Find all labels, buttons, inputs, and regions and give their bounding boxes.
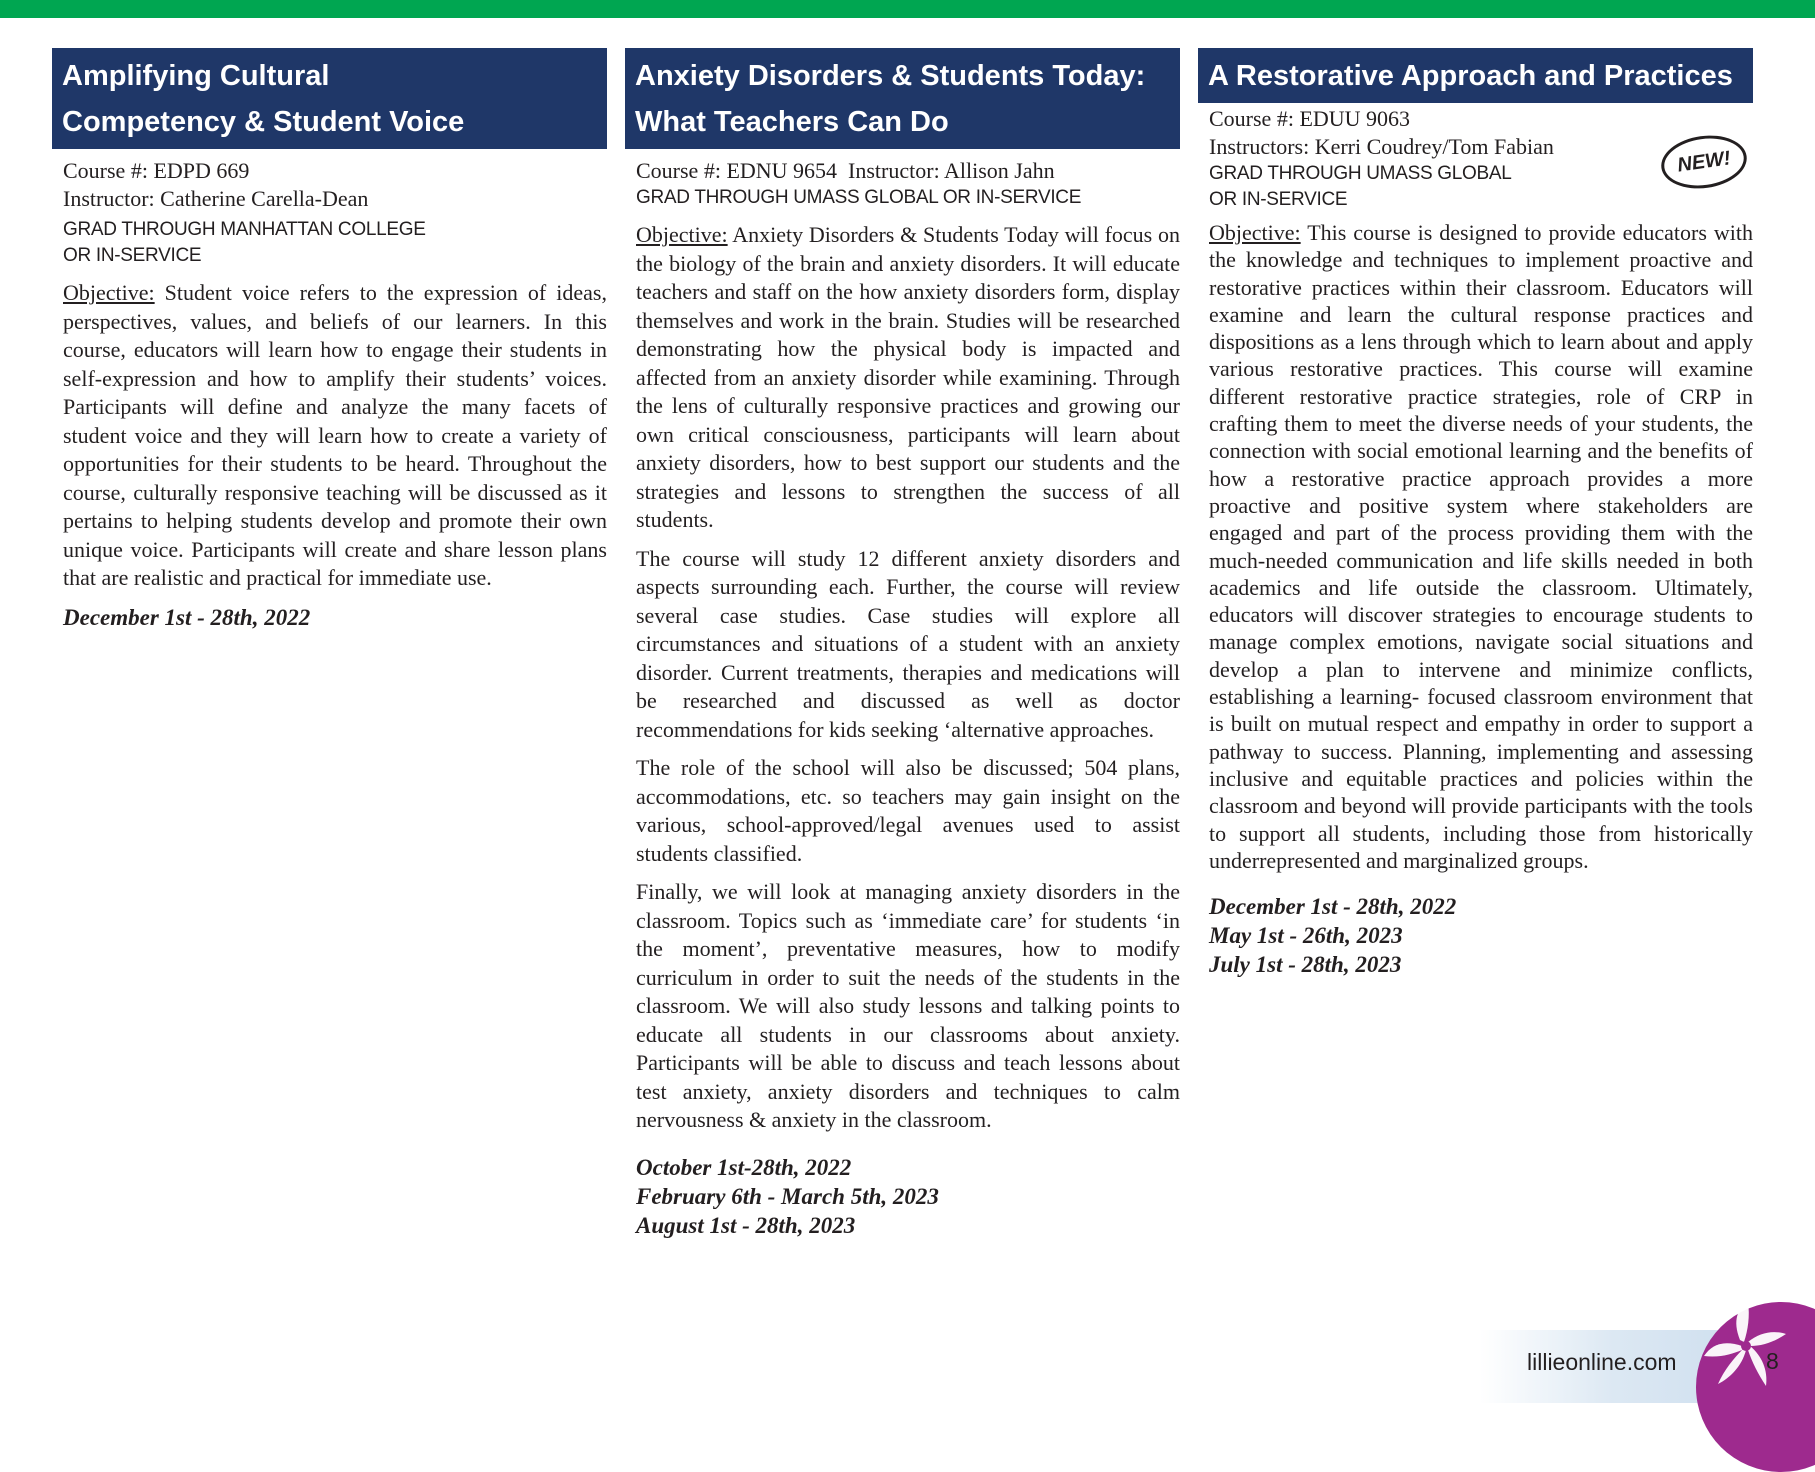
course-paragraph: The course will study 12 different anxiety disorders and aspects surrounding each. Further, the course will review several case studies. Case studies will explore all circumstances and situations of a student with an anxiety disorder. Current treatments, therapies and medications will be researched and discussed as well as doctor recommendations for kids seeking ‘alternative approaches.	[636, 545, 1180, 742]
grad-credit-line: GRAD THROUGH MANHATTAN COLLEGE	[63, 219, 426, 240]
new-badge: NEW!	[1658, 130, 1750, 193]
course-title-line: Amplifying Cultural	[62, 60, 330, 92]
objective-text: Anxiety Disorders & Students Today will focus on the biology of the brain and anxiety disorders. It will educate teachers and staff on the how anxiety disorders form, display themselves and work in the brain. Studies will be researched demonstrating how the physical body is impacted and affected from an anxiety disorder while examining. Through the lens of culturally responsive practices and growing our own critical consciousness, participants will learn about anxiety disorders, how to best support our students and the strategies and lessons to strengthen the success of all students.	[636, 222, 1180, 532]
grad-credit-line: GRAD THROUGH UMASS GLOBAL	[1209, 163, 1512, 184]
course-title-line: A Restorative Approach and Practices	[1208, 60, 1733, 92]
course-title	[52, 48, 607, 149]
course-instructor: Instructors: Kerri Coudrey/Tom Fabian	[1209, 134, 1554, 159]
course-dates	[636, 1153, 1180, 1240]
course-number-instructor: Course #: EDNU 9654 Instructor: Allison Jahn	[636, 158, 1055, 183]
course-number: Course #: EDPD 669	[63, 158, 250, 183]
course-title-line: Anxiety Disorders & Students Today:	[635, 60, 1146, 92]
footer-website: lillieonline.com	[1527, 1349, 1677, 1375]
course-date: December 1st - 28th, 2022	[1209, 894, 1457, 920]
course-date: December 1st - 28th, 2022	[63, 604, 311, 630]
course-date: July 1st - 28th, 2023	[1209, 952, 1402, 978]
course-card-anxiety-disorders	[625, 48, 1180, 1240]
course-dates	[1209, 892, 1753, 979]
objective-text: This course is designed to provide educators with the knowledge and techniques to implement proactive and restorative practices within their classroom. Educators will examine and learn the cultural response practices and dispositions as a lens through which to learn about and apply various restorative practices. This course will examine different restorative practice strategies, role of CRP in crafting them to meet the diverse needs of your students, the connection with social emotional learning and the benefits of how a restorative practice approach provides a more proactive and positive system where stakeholders are engaged and part of the process providing them with the much-needed communication and life skills needed in both academics and life outside the classroom. Ultimately, educators will discover strategies to encourage students to manage complex emotions, navigate social situations and develop a plan to intervene and minimize conflicts, establishing a learning- focused classroom environment that is built on mutual respect and empathy in order to support a pathway to success. Planning, implementing and assessing inclusive and equitable practices and policies within the classroom and beyond will provide participants with the tools to support all students, including those from historically underrepresented and marginalized groups.	[1209, 220, 1753, 873]
course-title-line: What Teachers Can Do	[635, 106, 949, 138]
course-date: February 6th - March 5th, 2023	[636, 1183, 939, 1209]
grad-credit-line: GRAD THROUGH UMASS GLOBAL OR IN-SERVICE	[636, 187, 1082, 208]
objective-text: Student voice refers to the expression of ideas, perspectives, values, and beliefs of our learners. In this course, educators will learn how to engage their students in self-expression and how to amplify their students’ voices. Participants will define and analyze the many facets of student voice and they will learn how to create a variety of opportunities for their students to be heard. Throughout the course, culturally responsive teaching will be discussed as it pertains to helping students develop and promote their own unique voice. Participants will create and share lesson plans that are realistic and practical for immediate use.	[63, 280, 607, 590]
course-instructor: Instructor: Catherine Carella-Dean	[63, 186, 369, 211]
objective-label: Objective:	[1209, 220, 1301, 245]
lily-flower-icon	[1690, 1300, 1815, 1403]
course-date: October 1st-28th, 2022	[636, 1154, 852, 1180]
course-objective	[1209, 219, 1753, 874]
course-dates	[63, 603, 607, 632]
course-title	[1198, 48, 1753, 103]
course-title	[625, 48, 1180, 149]
course-paragraph: The role of the school will also be discussed; 504 plans, accommodations, etc. so teachers may gain insight on the various, school-approved/legal avenues used to assist students classified.	[636, 755, 1180, 866]
course-card-restorative-approach	[1198, 48, 1753, 979]
course-objective	[63, 279, 607, 593]
course-paragraph: Finally, we will look at managing anxiety disorders in the classroom. Topics such as ‘immediate care’ for students ‘in the moment’, preventative measures, how to modify curriculum in order to suit the needs of the students in the classroom. We will also study lessons and talking points to educate all students in our classrooms about anxiety. Participants will be able to discuss and teach lessons about test anxiety, anxiety disorders and techniques to calm nervousness & anxiety in the classroom.	[636, 879, 1180, 1132]
course-number: Course #: EDUU 9063	[1209, 106, 1411, 131]
grad-credit-line: OR IN-SERVICE	[63, 245, 202, 266]
top-accent-bar	[0, 0, 1815, 18]
course-title-line: Competency & Student Voice	[62, 106, 465, 138]
course-card-cultural-competency	[52, 48, 607, 632]
course-date: August 1st - 28th, 2023	[636, 1212, 856, 1238]
objective-label: Objective:	[63, 280, 155, 305]
course-date: May 1st - 26th, 2023	[1209, 923, 1403, 949]
objective-label: Objective:	[636, 222, 728, 247]
grad-credit-line: OR IN-SERVICE	[1209, 189, 1348, 210]
course-objective	[636, 221, 1180, 535]
page-number: 8	[1766, 1348, 1779, 1374]
